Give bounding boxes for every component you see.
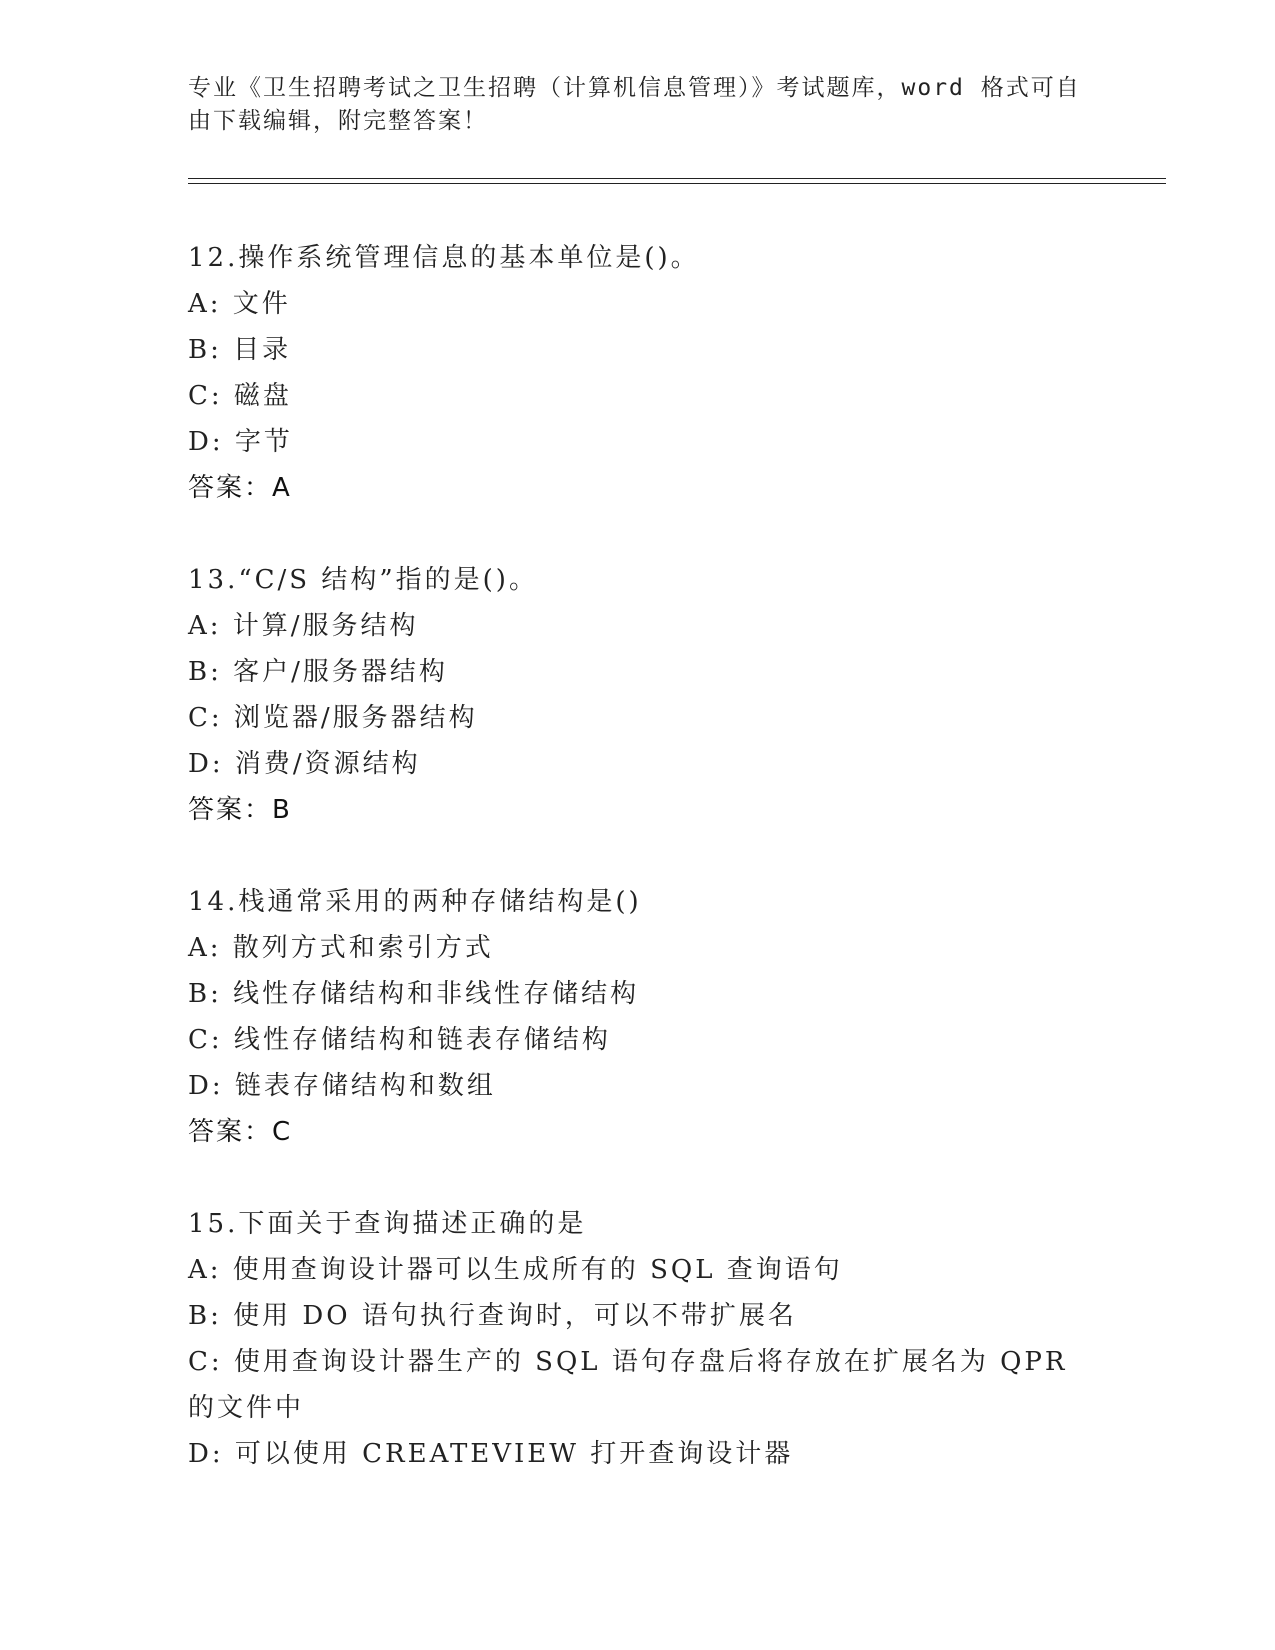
- question-stem: 13.“C/S 结构”指的是()。: [188, 565, 538, 595]
- option-d: D: 可以使用 CREATEVIEW 打开查询设计器: [188, 1439, 794, 1469]
- header-divider-bottom: [188, 183, 1166, 184]
- question-stem: 15.下面关于查询描述正确的是: [188, 1209, 587, 1239]
- option-b: B: 客户/服务器结构: [188, 657, 448, 687]
- option-d: D: 字节: [188, 427, 293, 457]
- option-d: D: 链表存储结构和数组: [188, 1071, 496, 1101]
- option-c: C: 线性存储结构和链表存储结构: [188, 1025, 611, 1055]
- option-a: A: 文件: [188, 289, 291, 319]
- option-a: A: 计算/服务结构: [188, 611, 419, 641]
- option-b: B: 目录: [188, 335, 292, 365]
- option-d: D: 消费/资源结构: [188, 749, 421, 779]
- document-header: 专业《卫生招聘考试之卫生招聘（计算机信息管理）》考试题库，word 格式可自由下载编辑，附完整答案！: [188, 75, 1081, 134]
- question-block: [188, 879, 1088, 1155]
- option-c: C: 磁盘: [188, 381, 292, 411]
- question-stem: 14.栈通常采用的两种存储结构是(): [188, 887, 642, 917]
- answer-line: 答案：B: [188, 795, 292, 825]
- option-c: C: 使用查询设计器生产的 SQL 语句存盘后将存放在扩展名为 QPR 的文件中: [188, 1347, 1068, 1423]
- question-block: [188, 1201, 1088, 1477]
- option-a: A: 散列方式和索引方式: [188, 933, 494, 963]
- answer-line: 答案：A: [188, 473, 292, 503]
- option-a: A: 使用查询设计器可以生成所有的 SQL 查询语句: [188, 1255, 843, 1285]
- answer-line: 答案：C: [188, 1117, 293, 1147]
- option-c: C: 浏览器/服务器结构: [188, 703, 478, 733]
- option-b: B: 线性存储结构和非线性存储结构: [188, 979, 640, 1009]
- question-stem: 12.操作系统管理信息的基本单位是()。: [188, 243, 700, 273]
- question-block: [188, 557, 1088, 833]
- option-b: B: 使用 DO 语句执行查询时，可以不带扩展名: [188, 1301, 797, 1331]
- header-divider-top: [188, 178, 1166, 179]
- question-block: [188, 235, 1088, 511]
